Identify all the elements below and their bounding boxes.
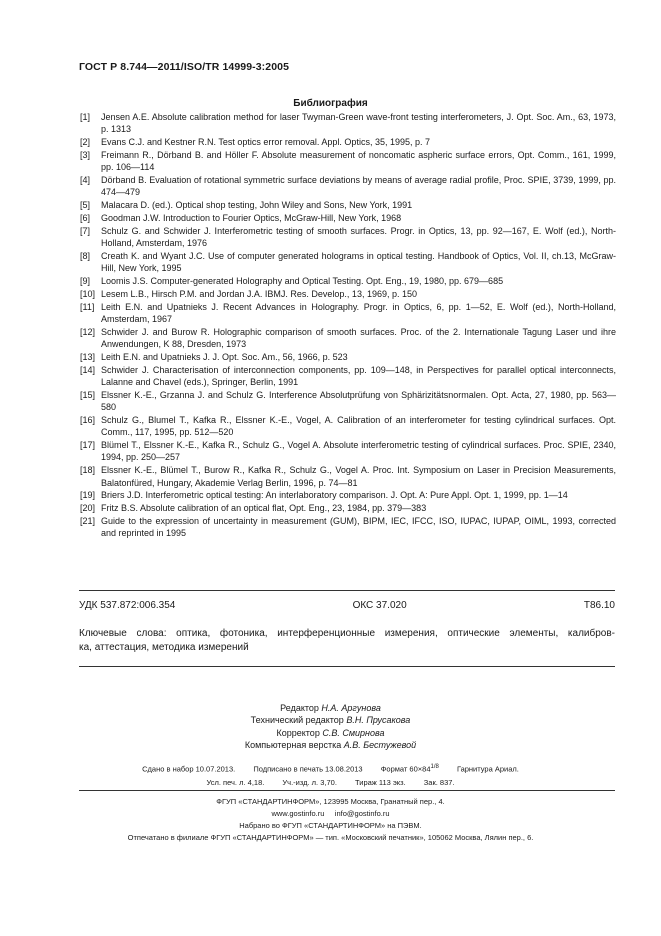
reference-text: Leith E.N. and Upatnieks J. J. Opt. Soc. Am., 56, 1966, p. 523 xyxy=(101,352,348,363)
staff-row-editor xyxy=(0,702,661,714)
reference-number: [7] xyxy=(80,225,91,236)
reference-item xyxy=(80,111,616,135)
reference-number: [20] xyxy=(80,503,96,514)
keywords-block xyxy=(79,627,615,655)
reference-item xyxy=(80,212,616,224)
keywords-label: Ключевые слова: xyxy=(79,628,167,639)
reference-text: Creath K. and Wyant J.C. Use of computer generated holograms in optical testing. Handbook of Optics, Vol. II, ch.13, McGraw-Hill, New York, 1995 xyxy=(101,251,616,274)
staff-role: Технический редактор xyxy=(250,715,344,726)
reference-text: Schulz G., Blumel T., Kafka R., Elssner K.-E., Vogel, A. Calibration of an interferometer for testing cylindrical surfaces. Opt. Comm., 117, 1995, pp. 512—520 xyxy=(101,415,616,438)
staff-row-tech-editor xyxy=(0,714,661,726)
reference-item xyxy=(80,364,616,388)
category-code: Т86.10 xyxy=(583,600,615,611)
reference-list xyxy=(80,111,616,540)
staff-row-layout xyxy=(0,739,661,751)
reference-item xyxy=(80,326,616,350)
typeface: Гарнитура Ариал. xyxy=(456,764,519,774)
reference-item xyxy=(80,250,616,274)
keywords-line-1 xyxy=(79,627,615,641)
staff-credits xyxy=(0,702,661,751)
reference-item xyxy=(80,414,616,438)
keywords-text-1: оптика, фотоника, интерференционные измерения, оптические элементы, калибров- xyxy=(176,628,616,639)
reference-number: [10] xyxy=(80,289,96,300)
reference-number: [21] xyxy=(80,516,96,527)
reference-text: Freimann R., Dörband B. and Höller F. Absolute measurement of noncomatic aspheric surface errors, Opt. Comm., 161, 1999, pp. 106—114 xyxy=(101,149,616,173)
reference-item xyxy=(80,288,616,300)
reference-number: [5] xyxy=(80,200,91,211)
staff-person: С.В. Смирнова xyxy=(322,727,385,738)
reference-text: Dörband B. Evaluation of rotational symmetric surface deviations by means of average radial profile, Proc. SPIE, 3739, 1999, pp. 474—479 xyxy=(101,175,616,198)
reference-text: Elssner K.-E., Grzanna J. and Schulz G. Interference Absolutprüfung von Sphärizitätsnormalen. Opt. Acta, 27, 1980, pp. 563—580 xyxy=(101,390,616,413)
publisher-typeset: Набрано во ФГУП «СТАНДАРТИНФОРМ» на ПЭВМ. xyxy=(239,821,422,830)
reference-text: Goodman J.W. Introduction to Fourier Optics, McGraw-Hill, New York, 1968 xyxy=(101,213,402,224)
reference-text: Blümel T., Elssner K.-E., Kafka R., Schulz G., Vogel A. Absolute interferometric testing of cylindrical surfaces. Proc. SPIE, 2340, 1994, pp. 250—257 xyxy=(101,440,616,463)
reference-text: Guide to the expression of uncertainty in measurement (GUM), BIPM, IEC, IFCC, ISO, IUPAC, IUPAP, OIML, 1993, corrected and reprinted in 1995 xyxy=(101,516,616,539)
classification-row xyxy=(79,600,615,611)
reference-text: Schulz G. and Schwider J. Interferometric testing of smooth surfaces. Progr. in Optics, 13, pp. 92—167, E. Wolf (ed.), North-Holland, Amsterdam, 1976 xyxy=(101,225,616,249)
reference-number: [2] xyxy=(80,137,91,148)
order-number: Зак. 837. xyxy=(423,777,455,787)
staff-role: Компьютерная верстка xyxy=(244,739,342,750)
reference-number: [19] xyxy=(80,490,96,501)
divider-bottom xyxy=(79,790,615,791)
paper-format: Формат 60×84 xyxy=(380,764,431,774)
staff-person: Н.А. Аргунова xyxy=(321,703,381,713)
reference-item xyxy=(80,149,616,173)
reference-number: [1] xyxy=(80,112,91,122)
reference-text: Briers J.D. Interferometric optical testing: An interlaboratory comparison. J. Opt. A: Pure Appl. Opt. 1, 1999, pp. 1—14 xyxy=(101,490,568,501)
reference-number: [3] xyxy=(80,149,91,160)
reference-text: Lesem L.B., Hirsch P.M. and Jordan J.A. IBMJ. Res. Develop., 13, 1969, p. 150 xyxy=(101,289,417,300)
keywords-line-2: ка, аттестация, методика измерений xyxy=(79,642,249,653)
reference-text: Fritz B.S. Absolute calibration of an optical flat, Opt. Eng., 23, 1984, pp. 379—383 xyxy=(101,503,427,514)
reference-text: Loomis J.S. Computer-generated Holography and Optical Testing. Opt. Eng., 19, 1980, pp. 679—685 xyxy=(101,276,504,287)
publisher-web: www.gostinfo.ru info@gostinfo.ru xyxy=(271,809,390,818)
oks-code: ОКС 37.020 xyxy=(352,600,407,611)
bibliography-title-row xyxy=(0,93,661,111)
publisher-printed: Отпечатано в филиале ФГУП «СТАНДАРТИНФОРМ» — тип. «Московский печатник», 105062 Москва, Лялин пер., 6. xyxy=(127,833,534,842)
standard-header: ГОСТ Р 8.744—2011/ISO/TR 14999-3:2005 xyxy=(79,61,290,73)
staff-row-proofreader xyxy=(0,727,661,739)
reference-text: Schwider J. and Burow R. Holographic comparison of smooth surfaces. Proc. of the 2. Internationale Tagung Laser und ihre Anwendungen, K 88, Dresden, 1973 xyxy=(101,327,616,350)
print-info-line-2 xyxy=(0,776,661,789)
publisher-sheets: Уч.-изд. л. 3,70. xyxy=(282,777,337,787)
print-run: Тираж 113 экз. xyxy=(355,777,406,787)
staff-role: Корректор xyxy=(276,727,320,738)
staff-person: В.Н. Прусакова xyxy=(346,715,411,726)
reference-text: Jensen A.E. Absolute calibration method for laser Twyman-Green wave-front testing interferometers, J. Opt. Soc. Am., 63, 1973, p. 1313 xyxy=(101,112,616,135)
reference-text: Evans C.J. and Kestner R.N. Test optics error removal. Appl. Optics, 35, 1995, p. 7 xyxy=(101,137,430,148)
reference-number: [4] xyxy=(80,175,91,186)
reference-text: Leith E.N. and Upatnieks J. Recent Advances in Holography. Progr. in Optics, 6, pp. 1—52, E. Wolf (ed.), North-Holland, Amsterdam, 1967 xyxy=(101,301,616,325)
reference-number: [16] xyxy=(80,415,96,426)
publisher-address: ФГУП «СТАНДАРТИНФОРМ», 123995 Москва, Гранатный пер., 4. xyxy=(216,797,445,806)
staff-role: Редактор xyxy=(280,703,319,713)
signed-date: Подписано в печать 13.08.2013 xyxy=(253,764,363,774)
reference-item xyxy=(80,301,616,325)
reference-number: [18] xyxy=(80,465,96,476)
reference-item xyxy=(80,439,616,463)
reference-item xyxy=(80,489,616,501)
reference-text: Schwider J. Characterisation of interconnection components, pp. 109—148, in Perspectives for parallel optical interconnects, Lalanne and Chavel (eds.), Springer, Berlin, 1991 xyxy=(101,365,616,388)
udk-code: УДК 537.872:006.354 xyxy=(79,600,176,611)
reference-item xyxy=(80,515,616,539)
divider-middle xyxy=(79,666,615,667)
staff-person: А.В. Бестужевой xyxy=(343,739,417,750)
reference-item xyxy=(80,464,616,488)
print-info-line-1 xyxy=(0,761,661,776)
reference-item xyxy=(80,351,616,363)
publisher-info xyxy=(0,796,661,844)
reference-item xyxy=(80,275,616,287)
print-info xyxy=(0,761,661,789)
reference-item xyxy=(80,502,616,514)
bibliography-title: Библиография xyxy=(293,98,368,109)
reference-number: [17] xyxy=(80,440,96,451)
divider-top xyxy=(79,590,615,591)
reference-item xyxy=(80,199,616,211)
reference-number: [12] xyxy=(80,327,96,338)
reference-number: [9] xyxy=(80,276,91,287)
reference-item xyxy=(80,174,616,198)
reference-text: Elssner K.-E., Blümel T., Burow R., Kafka R., Schulz G., Vogel A. Proc. Int. Symposium on Laser in Precision Measurements, Balatonfüred, Hungary, Akademie Verlag Berlin, 1996, p. 74—81 xyxy=(101,465,616,488)
reference-item xyxy=(80,389,616,413)
print-sheets: Усл. печ. л. 4,18. xyxy=(206,777,265,787)
reference-number: [6] xyxy=(80,213,91,224)
reference-number: [8] xyxy=(80,251,91,262)
submitted-date: Сдано в набор 10.07.2013. xyxy=(142,764,236,774)
reference-text: Malacara D. (ed.). Optical shop testing, John Wiley and Sons, New York, 1991 xyxy=(101,200,413,211)
paper-format-fraction: 1/8 xyxy=(430,764,439,770)
reference-item xyxy=(80,136,616,148)
reference-number: [15] xyxy=(80,390,96,401)
reference-number: [13] xyxy=(80,352,96,363)
reference-item xyxy=(80,225,616,249)
reference-number: [14] xyxy=(80,365,96,375)
reference-number: [11] xyxy=(80,301,95,312)
